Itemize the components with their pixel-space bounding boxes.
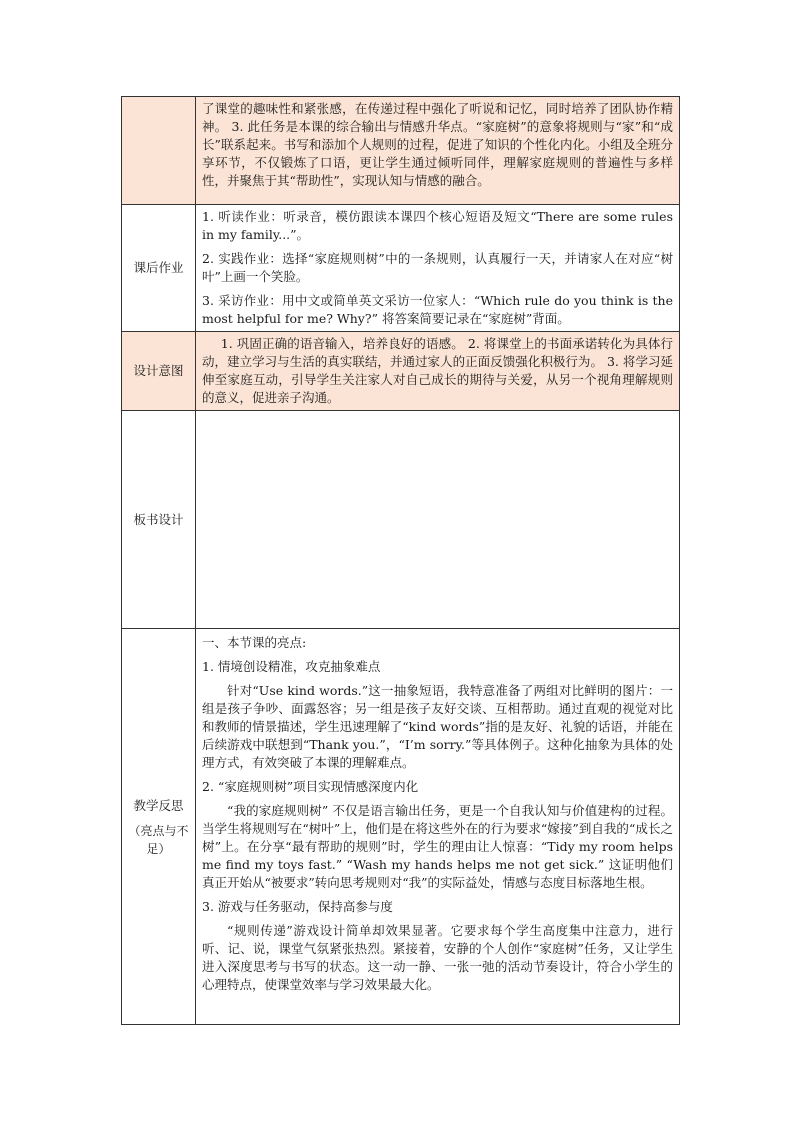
homework-item: 2. 实践作业：选择“家庭规则树”中的一条规则，认真履行一天，并请家人在对应“树叶”上画一个笑脸。 bbox=[202, 251, 673, 284]
reflection-point-body: 针对“Use kind words.”这一抽象短语，我特意准备了两组对比鲜明的图片：一组是孩子争吵、面露怒容；另一组是孩子友好交谈、互相帮助。通过直观的视觉对比和教师的情景描述，学生迅速理解了“kind words”指的是友好、礼貌的话语，并能在后续游戏中联想到“Thank you.”，“I’m sorry.”等具体例子。这种化抽象为具体的处理方式，有效突破了本课的理解难点。 bbox=[202, 683, 673, 770]
design-intent-text: 1. 巩固正确的语音输入，培养良好的语感。 2. 将课堂上的书面承诺转化为具体行动，建立学习与生活的真实联结，并通过家人的正面反馈强化积极行为。 3. 将学习延伸至家庭互动，引导学生关注家人对自己成长的期待与关爱，从另一个视角理解规则的意义，促进亲子沟通。 bbox=[202, 336, 673, 405]
reflection-body-cell bbox=[196, 629, 680, 1025]
board-design-label: 板书设计 bbox=[133, 511, 184, 527]
design-intent-label-cell bbox=[122, 332, 196, 411]
continued-text-cell bbox=[196, 97, 680, 205]
homework-label-cell bbox=[122, 205, 196, 332]
reflection-row bbox=[122, 629, 680, 1025]
design-intent-row bbox=[122, 332, 680, 411]
reflection-intro: 一、本节课的亮点: bbox=[202, 635, 307, 650]
reflection-point-title: 3. 游戏与任务驱动，保持高参与度 bbox=[202, 899, 393, 914]
homework-row bbox=[122, 205, 680, 332]
design-intent-body-cell bbox=[196, 332, 680, 411]
homework-body-cell bbox=[196, 205, 680, 332]
reflection-point-title: 1. 情境创设精准，攻克抽象难点 bbox=[202, 659, 381, 674]
reflection-label-cell bbox=[122, 629, 196, 1025]
reflection-point-body: “我的家庭规则树” 不仅是语言输出任务，更是一个自我认知与价值建构的过程。当学生将规则写在“树叶”上，他们是在将这些外在的行为要求“嫁接”到自我的“成长之树”上。在分享“最有帮助的规则”时，学生的理由让人惊喜：“Tidy my room helps me find my toys fast.” “Wash my hands helps me not get sick.” 这证明他们真正开始从“被要求”转向思考规则对“我”的实际益处，情感与态度目标落地生根。 bbox=[202, 803, 673, 890]
reflection-point-body: “规则传递”游戏设计简单却效果显著。它要求每个学生高度集中注意力，进行听、记、说，课堂气氛紧张热烈。紧接着，安静的个人创作“家庭树”任务，又让学生进入深度思考与书写的状态。这一动一静、一张一弛的活动节奏设计，符合小学生的心理特点，使课堂效率与学习效果最大化。 bbox=[202, 923, 673, 992]
design-intent-label: 设计意图 bbox=[133, 363, 184, 378]
reflection-label: 教学反思 bbox=[133, 797, 184, 813]
continued-row bbox=[122, 97, 680, 205]
reflection-point-title: 2. “家庭规则树”项目实现情感深度内化 bbox=[202, 779, 419, 794]
homework-item: 3. 采访作业：用中文或简单英文采访一位家人：“Which rule do you think is the most helpful for me? Why?” 将答案简要记录在“家庭树”背面。 bbox=[202, 293, 673, 326]
board-design-row bbox=[122, 411, 680, 629]
board-design-label-cell bbox=[122, 411, 196, 629]
continued-label-cell bbox=[122, 97, 196, 205]
lesson-plan-table bbox=[121, 96, 680, 1025]
continued-text: 了课堂的趣味性和紧张感，在传递过程中强化了听说和记忆，同时培养了团队协作精神。 3. 此任务是本课的综合输出与情感升华点。“家庭树”的意象将规则与“家”和“成长”联系起来。书写和添加个人规则的过程，促进了知识的个性化内化。小组及全班分享环节，不仅锻炼了口语，更让学生通过倾听同伴，理解家庭规则的普遍性与多样性，并聚焦于其“帮助性”，实现认知与情感的融合。 bbox=[202, 101, 673, 188]
board-design-body-cell bbox=[196, 411, 680, 629]
reflection-sublabel: （亮点与不足） bbox=[128, 823, 189, 856]
homework-label: 课后作业 bbox=[133, 260, 184, 275]
homework-item: 1. 听读作业：听录音，模仿跟读本课四个核心短语及短文“There are some rules in my family...”。 bbox=[202, 209, 673, 242]
